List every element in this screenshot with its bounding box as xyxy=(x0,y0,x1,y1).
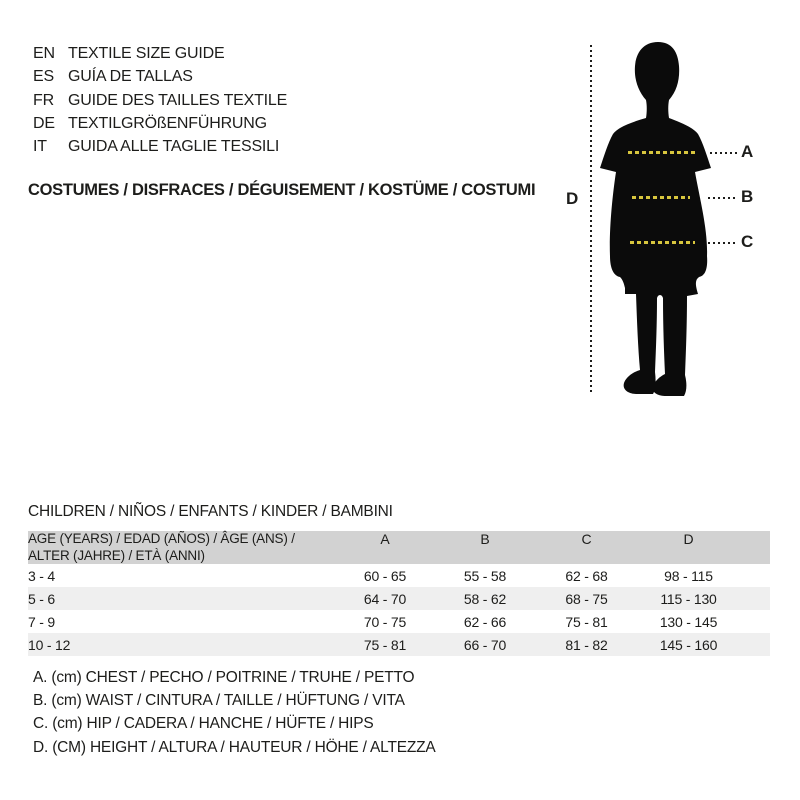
column-header-d: D xyxy=(683,531,694,547)
child-silhouette-icon xyxy=(595,40,715,400)
chest-cell: 64 - 70 xyxy=(363,590,407,607)
column-header-c: C xyxy=(581,531,592,547)
chest-cell: 60 - 65 xyxy=(363,567,407,584)
language-row-de xyxy=(33,112,287,135)
measure-label-a: A xyxy=(741,142,754,161)
language-code: ES xyxy=(33,68,54,86)
legend-waist: B. (cm) WAIST / CINTURA / TAILLE / HÜFTUNG / VITA xyxy=(33,692,405,710)
chest-cell: 70 - 75 xyxy=(363,613,407,630)
measure-label-d: D xyxy=(565,189,579,208)
language-row-es xyxy=(33,65,287,88)
section-title-children: CHILDREN / NIÑOS / ENFANTS / KINDER / BAMBINI xyxy=(28,503,393,520)
column-header-a: A xyxy=(380,531,390,547)
language-title: TEXTILGRÖßENFÜHRUNG xyxy=(68,114,267,132)
waist-cell: 66 - 70 xyxy=(463,636,507,653)
age-cell: 7 - 9 xyxy=(28,613,56,630)
table-header-row xyxy=(28,531,770,564)
hip-cell: 75 - 81 xyxy=(565,613,608,630)
age-header-line2: ALTER (JAHRE) / ETÀ (ANNI) xyxy=(28,547,205,563)
column-header-spacer xyxy=(739,531,770,564)
measurement-figure xyxy=(540,30,800,410)
height-cell: 145 - 160 xyxy=(659,636,718,653)
height-dotted-line xyxy=(590,45,592,393)
height-cell: 130 - 145 xyxy=(659,613,718,630)
legend-chest: A. (cm) CHEST / PECHO / POITRINE / TRUHE / PETTO xyxy=(33,669,415,686)
language-row-fr xyxy=(33,89,287,112)
category-title: COSTUMES / DISFRACES / DÉGUISEMENT / KOSTÜME / COSTUMI xyxy=(28,181,536,199)
waist-cell: 62 - 66 xyxy=(463,613,507,630)
chest-dash-line xyxy=(628,151,695,154)
spacer-cell xyxy=(739,564,770,587)
spacer-cell xyxy=(739,587,770,610)
waist-dotted-leader xyxy=(708,197,735,199)
age-cell: 5 - 6 xyxy=(28,590,56,607)
age-cell: 3 - 4 xyxy=(28,567,56,584)
legend-hip: C. (cm) HIP / CADERA / HANCHE / HÜFTE / HIPS xyxy=(33,715,374,733)
chest-dotted-leader xyxy=(710,152,737,154)
language-row-it xyxy=(33,135,287,158)
chest-cell: 75 - 81 xyxy=(363,636,407,653)
spacer-cell xyxy=(739,633,770,656)
size-table xyxy=(28,531,770,656)
column-header-b: B xyxy=(480,531,490,547)
age-column-header xyxy=(28,531,335,564)
age-header-line1: AGE (YEARS) / EDAD (AÑOS) / ÂGE (ANS) / xyxy=(28,531,295,546)
hip-dotted-leader xyxy=(708,242,735,244)
language-title: GUÍA DE TALLAS xyxy=(68,68,193,86)
table-row xyxy=(28,610,770,633)
height-cell: 98 - 115 xyxy=(664,567,713,584)
language-title-list xyxy=(33,42,287,158)
table-row xyxy=(28,587,770,610)
height-cell: 115 - 130 xyxy=(660,590,717,607)
measure-label-c: C xyxy=(741,232,754,251)
language-title: TEXTILE SIZE GUIDE xyxy=(68,45,225,62)
age-cell: 10 - 12 xyxy=(28,636,71,653)
table-row xyxy=(28,633,770,656)
hip-cell: 68 - 75 xyxy=(565,590,608,607)
language-row-en xyxy=(33,42,287,65)
hip-cell: 81 - 82 xyxy=(565,636,608,653)
table-row xyxy=(28,564,770,587)
legend-height: D. (CM) HEIGHT / ALTURA / HAUTEUR / HÖHE / ALTEZZA xyxy=(33,738,436,756)
measurement-legend xyxy=(33,666,436,759)
spacer-cell xyxy=(739,610,770,633)
waist-cell: 58 - 62 xyxy=(463,590,507,607)
hip-cell: 62 - 68 xyxy=(565,567,608,584)
language-code: DE xyxy=(33,114,55,132)
waist-dash-line xyxy=(632,196,690,199)
language-code: EN xyxy=(33,45,55,62)
language-title: GUIDE DES TAILLES TEXTILE xyxy=(68,91,288,109)
hip-dash-line xyxy=(630,241,695,244)
measure-label-b: B xyxy=(741,187,754,206)
waist-cell: 55 - 58 xyxy=(463,567,507,584)
language-code: FR xyxy=(33,91,54,109)
language-title: GUIDA ALLE TAGLIE TESSILI xyxy=(68,138,280,156)
language-code: IT xyxy=(33,138,47,156)
